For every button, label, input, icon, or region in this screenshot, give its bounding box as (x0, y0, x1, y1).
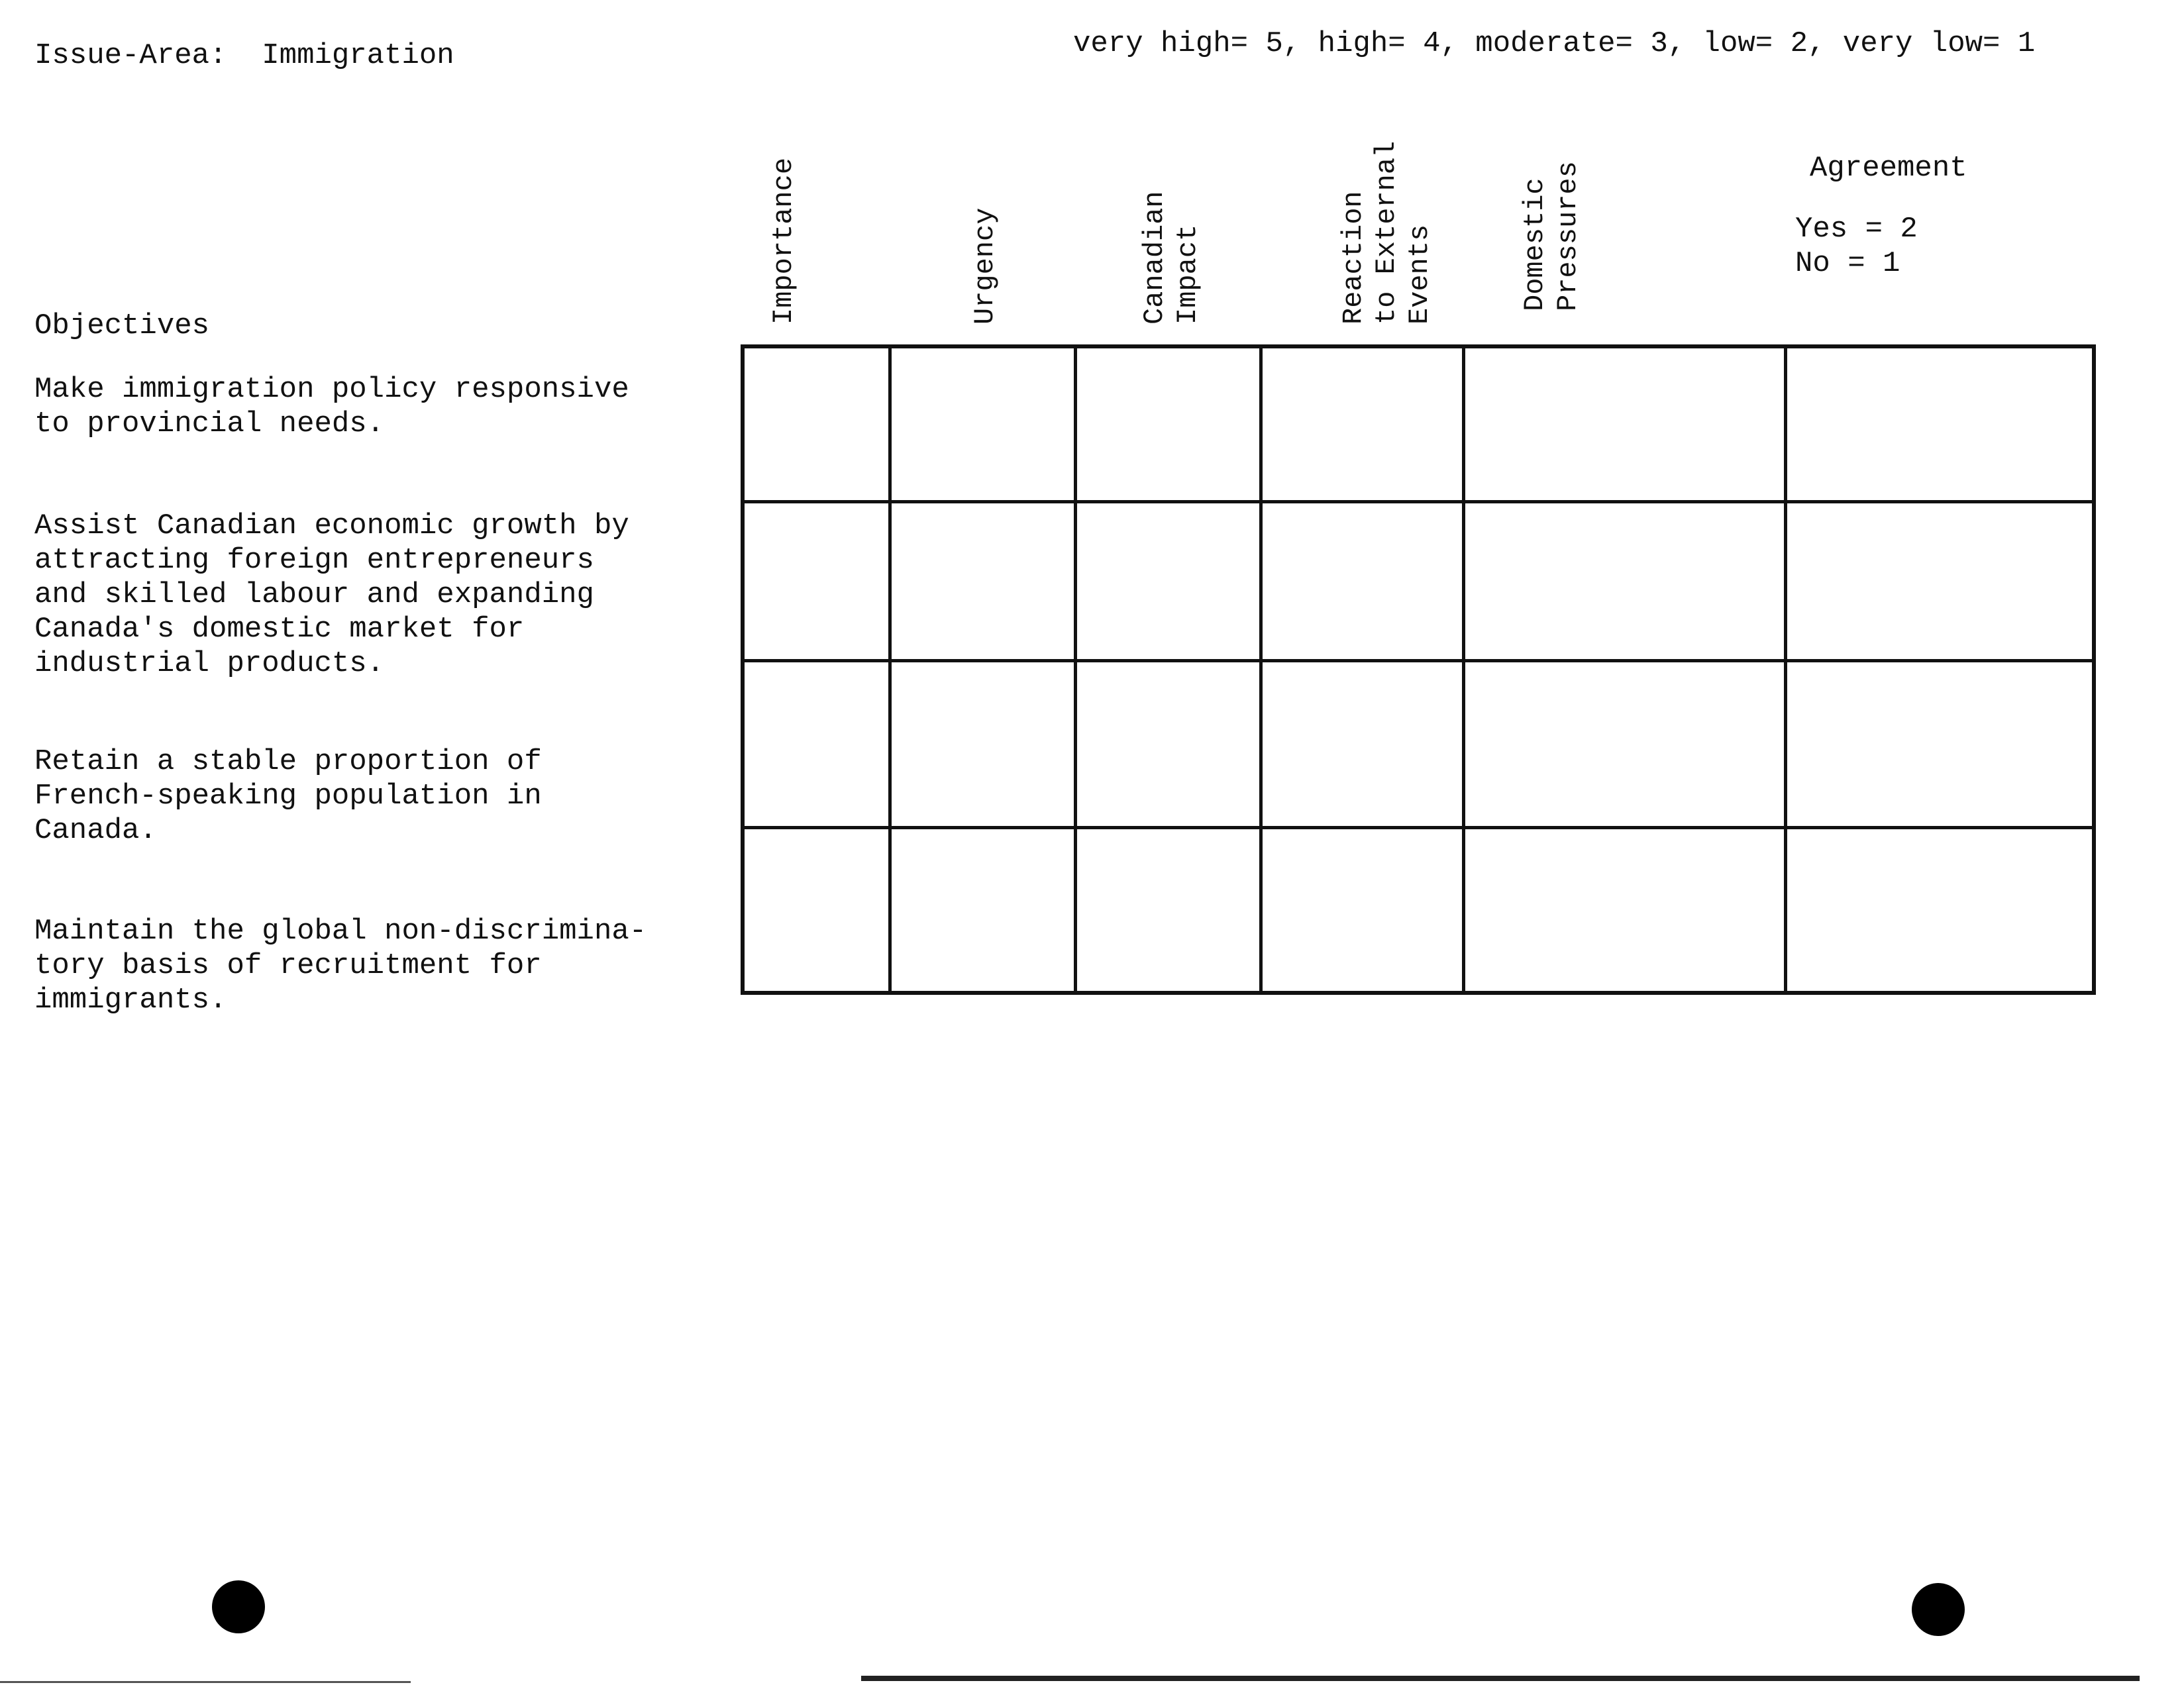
objective-item: Make immigration policy responsive to provincial needs. (34, 373, 629, 440)
column-header-importance: Importance (768, 157, 800, 325)
rating-cell[interactable] (890, 501, 1075, 660)
punch-hole (212, 1580, 265, 1633)
rating-cell[interactable] (1463, 660, 1785, 827)
rating-cell[interactable] (743, 346, 890, 501)
column-header-urgency: Urgency (969, 207, 1001, 325)
objectives-heading: Objectives (34, 309, 210, 342)
page-edge-line (861, 1676, 2140, 1681)
rating-cell[interactable] (1075, 346, 1261, 501)
objective-item: Assist Canadian economic growth by attracting foreign entrepreneurs and skilled labour and expanding Canada's domestic market for industrial products. (34, 509, 629, 680)
page-edge-line (0, 1681, 411, 1683)
punch-hole (1912, 1583, 1965, 1636)
rating-cell[interactable] (1785, 346, 2094, 501)
rating-cell[interactable] (1075, 827, 1261, 993)
agreement-yes-legend: Yes = 2 (1795, 213, 1918, 246)
rating-cell[interactable] (743, 827, 890, 993)
column-header-domestic-pressures: Domestic Pressures (1519, 161, 1584, 311)
issue-area-label: Issue-Area: Immigration (34, 39, 454, 72)
rating-cell[interactable] (1785, 501, 2094, 660)
rating-cell[interactable] (1261, 827, 1463, 993)
rating-cell[interactable] (890, 346, 1075, 501)
objective-item: Retain a stable proportion of French-speaking population in Canada. (34, 745, 542, 847)
rating-cell[interactable] (1463, 501, 1785, 660)
rating-cell[interactable] (1075, 501, 1261, 660)
rating-cell[interactable] (1261, 346, 1463, 501)
rating-cell[interactable] (890, 660, 1075, 827)
rating-scale-legend: very high= 5, high= 4, moderate= 3, low= 2, very low= 1 (1073, 27, 2036, 60)
objective-item: Maintain the global non-discrimina- tory basis of recruitment for immigrants. (34, 915, 647, 1017)
rating-cell[interactable] (890, 827, 1075, 993)
agreement-no-legend: No = 1 (1795, 247, 1900, 280)
column-header-agreement: Agreement (1810, 152, 1967, 185)
rating-cell[interactable] (1785, 660, 2094, 827)
column-header-canadian-impact: Canadian Impact (1139, 191, 1204, 325)
rating-grid (741, 344, 2096, 995)
rating-cell[interactable] (1261, 660, 1463, 827)
rating-cell[interactable] (1261, 501, 1463, 660)
column-header-reaction-to-external-events: Reaction to External Events (1337, 140, 1435, 325)
rating-cell[interactable] (1785, 827, 2094, 993)
rating-cell[interactable] (743, 501, 890, 660)
rating-cell[interactable] (1463, 827, 1785, 993)
rating-cell[interactable] (1075, 660, 1261, 827)
rating-cell[interactable] (1463, 346, 1785, 501)
rating-cell[interactable] (743, 660, 890, 827)
